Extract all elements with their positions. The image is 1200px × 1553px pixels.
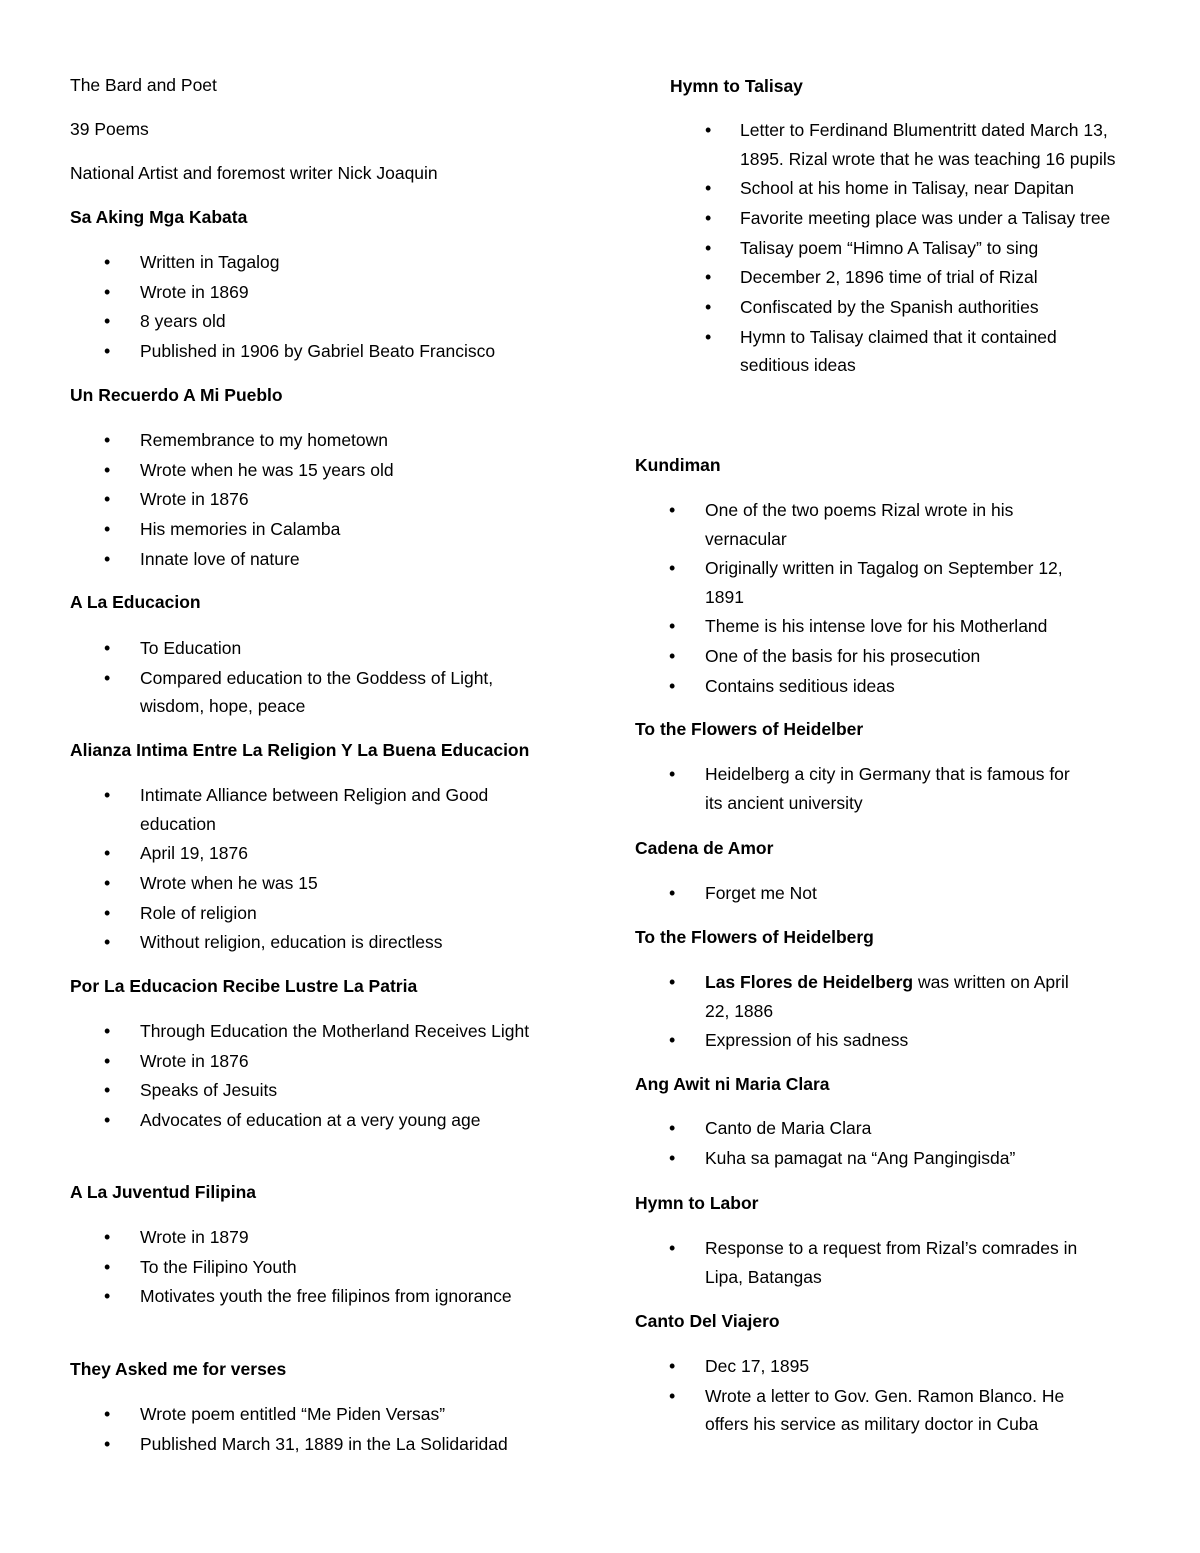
section-heading: Un Recuerdo A Mi Pueblo bbox=[70, 385, 283, 405]
section-heading: Hymn to Talisay bbox=[670, 76, 803, 96]
list-item: • Confiscated by the Spanish authorities bbox=[635, 293, 1120, 322]
list-item: • Wrote a letter to Gov. Gen. Ramon Blanco. He offers his service as military doctor in Cuba bbox=[635, 1382, 1085, 1439]
list-item bbox=[635, 968, 1085, 1025]
section-heading: Hymn to Labor bbox=[635, 1193, 759, 1213]
list-item: • School at his home in Talisay, near Dapitan bbox=[635, 174, 1120, 203]
list-item: • One of the two poems Rizal wrote in his vernacular bbox=[635, 496, 1085, 553]
bullet-list bbox=[635, 116, 1120, 381]
list-item: • To the Filipino Youth bbox=[70, 1253, 560, 1282]
section-heading: Kundiman bbox=[635, 455, 721, 475]
list-item: • Role of religion bbox=[70, 899, 560, 928]
bullet-list bbox=[635, 1352, 1085, 1440]
list-item: • Advocates of education at a very young age bbox=[70, 1106, 560, 1135]
list-item: • Talisay poem “Himno A Talisay” to sing bbox=[635, 234, 1120, 263]
list-item: • His memories in Calamba bbox=[70, 515, 560, 544]
list-item: • Without religion, education is directless bbox=[70, 928, 560, 957]
poem-count: 39 Poems bbox=[70, 119, 149, 139]
section-heading: They Asked me for verses bbox=[70, 1359, 287, 1379]
list-item: • Canto de Maria Clara bbox=[635, 1114, 1085, 1143]
list-item: • Contains seditious ideas bbox=[635, 672, 1085, 701]
section-heading: Por La Educacion Recibe Lustre La Patria bbox=[70, 976, 418, 996]
bullet-list bbox=[635, 879, 1085, 909]
list-item: • Wrote in 1876 bbox=[70, 1047, 560, 1076]
poem-detail: was written on April 22, 1886 bbox=[705, 972, 1069, 1021]
list-item: • December 2, 1896 time of trial of Rizal bbox=[635, 263, 1120, 292]
list-item: • Hymn to Talisay claimed that it contained seditious ideas bbox=[635, 323, 1120, 380]
list-item: • One of the basis for his prosecution bbox=[635, 642, 1085, 671]
bullet-list bbox=[635, 496, 1085, 701]
list-item: • Wrote in 1876 bbox=[70, 485, 560, 514]
list-item: • Written in Tagalog bbox=[70, 248, 560, 277]
list-item: • Originally written in Tagalog on September 12, 1891 bbox=[635, 554, 1085, 611]
list-item: • Forget me Not bbox=[635, 879, 1085, 908]
list-item: • April 19, 1876 bbox=[70, 839, 560, 868]
list-item: • Wrote in 1879 bbox=[70, 1223, 560, 1252]
list-item: • Expression of his sadness bbox=[635, 1026, 1085, 1055]
section-heading: Ang Awit ni Maria Clara bbox=[635, 1074, 830, 1094]
document-title: The Bard and Poet bbox=[70, 75, 217, 95]
list-item: • Heidelberg a city in Germany that is famous for its ancient university bbox=[635, 760, 1085, 817]
list-item: • Letter to Ferdinand Blumentritt dated March 13, 1895. Rizal wrote that he was teaching 16 pupils bbox=[635, 116, 1120, 173]
section-heading: A La Educacion bbox=[70, 592, 201, 612]
list-item: • Response to a request from Rizal’s comrades in Lipa, Batangas bbox=[635, 1234, 1085, 1291]
bullet-list bbox=[635, 1234, 1085, 1292]
list-item: • Innate love of nature bbox=[70, 545, 560, 574]
list-item: • Theme is his intense love for his Motherland bbox=[635, 612, 1085, 641]
bullet-list bbox=[70, 1400, 560, 1459]
section-heading: To the Flowers of Heidelberg bbox=[635, 927, 874, 947]
section-heading: Canto Del Viajero bbox=[635, 1311, 780, 1331]
bullet-list bbox=[70, 1017, 560, 1136]
list-item: • Through Education the Motherland Receives Light bbox=[70, 1017, 560, 1046]
list-item: • Published March 31, 1889 in the La Solidaridad bbox=[70, 1430, 560, 1459]
bullet-list bbox=[70, 781, 560, 958]
list-item: • Remembrance to my hometown bbox=[70, 426, 560, 455]
list-item: • To Education bbox=[70, 634, 560, 663]
list-item: • Published in 1906 by Gabriel Beato Francisco bbox=[70, 337, 560, 366]
list-item: • Wrote when he was 15 years old bbox=[70, 456, 560, 485]
writer-line: National Artist and foremost writer Nick Joaquin bbox=[70, 163, 438, 183]
list-item: • Motivates youth the free filipinos from ignorance bbox=[70, 1282, 560, 1311]
list-item: • Wrote in 1869 bbox=[70, 278, 560, 307]
list-item: • Favorite meeting place was under a Talisay tree bbox=[635, 204, 1120, 233]
section-heading: Alianza Intima Entre La Religion Y La Buena Educacion bbox=[70, 740, 530, 760]
section-heading: To the Flowers of Heidelber bbox=[635, 719, 864, 739]
list-item: • Intimate Alliance between Religion and Good education bbox=[70, 781, 560, 838]
bullet-list bbox=[70, 1223, 560, 1312]
list-item: • Kuha sa pamagat na “Ang Pangingisda” bbox=[635, 1144, 1085, 1173]
bullet-list bbox=[635, 1114, 1085, 1173]
list-item: • Wrote when he was 15 bbox=[70, 869, 560, 898]
list-item: • Compared education to the Goddess of Light, wisdom, hope, peace bbox=[70, 664, 560, 721]
bullet-list bbox=[635, 968, 1085, 1056]
section-heading: Sa Aking Mga Kabata bbox=[70, 207, 248, 227]
list-item: • Wrote poem entitled “Me Piden Versas” bbox=[70, 1400, 560, 1429]
bullet-list bbox=[635, 760, 1085, 818]
list-item: • Speaks of Jesuits bbox=[70, 1076, 560, 1105]
bullet-list bbox=[70, 248, 560, 367]
bullet-list bbox=[70, 426, 560, 574]
section-heading: Cadena de Amor bbox=[635, 838, 774, 858]
section-heading: A La Juventud Filipina bbox=[70, 1182, 257, 1202]
bullet-list bbox=[70, 634, 560, 722]
list-item: • Dec 17, 1895 bbox=[635, 1352, 1085, 1381]
poem-title: Las Flores de Heidelberg bbox=[705, 972, 914, 992]
list-item: • 8 years old bbox=[70, 307, 560, 336]
